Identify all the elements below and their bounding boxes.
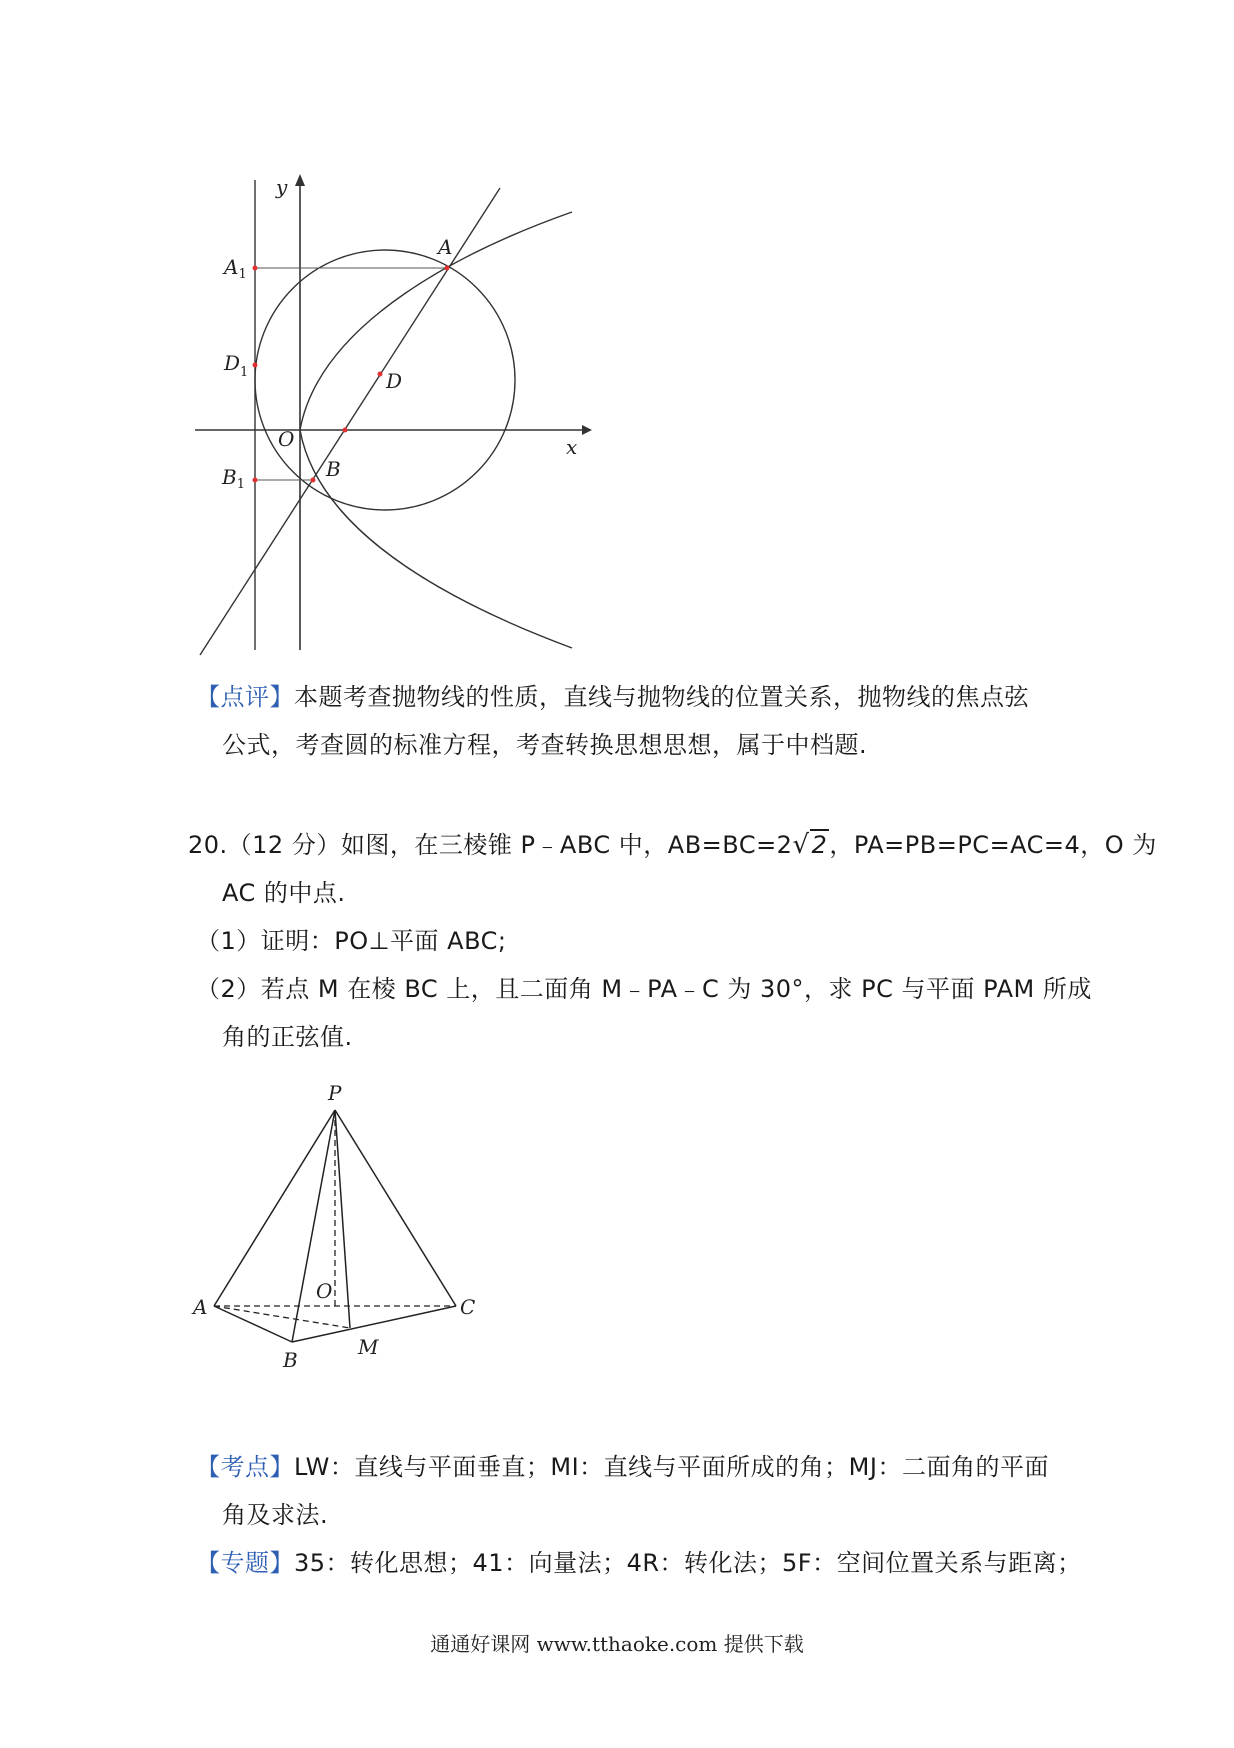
- page-footer: [0, 1628, 1234, 1657]
- question-2-text-2: 角的正弦值.: [222, 1023, 353, 1051]
- zhuanti-line-1: [196, 1546, 1082, 1580]
- review-text-2: 公式，考查圆的标准方程，考查转换思想思想，属于中档题.: [222, 731, 868, 759]
- label-M: M: [358, 1335, 379, 1359]
- point-B-mark: [311, 478, 316, 483]
- label-B: B: [326, 457, 341, 481]
- label-y: y: [276, 175, 288, 199]
- kaodian-line-1: [196, 1450, 1049, 1484]
- sqrt-value: 2: [811, 831, 828, 859]
- problem-20-stem: [188, 828, 1157, 862]
- label-A: A: [438, 235, 453, 259]
- label-x: x: [566, 435, 578, 459]
- pyramid-figure: [180, 1075, 490, 1385]
- question-1-text: （1）证明：PO⊥平面 ABC;: [196, 927, 507, 955]
- zhuanti-tag: 【专题】: [196, 1549, 294, 1577]
- kaodian-tag: 【考点】: [196, 1453, 294, 1481]
- label-O: O: [278, 427, 295, 451]
- review-text-1: 本题考查抛物线的性质，直线与抛物线的位置关系，抛物线的焦点弦: [294, 683, 1029, 711]
- problem-20-stem-part1: 20.（12 分）如图，在三棱锥 P﹣ABC 中，AB=BC=2: [188, 831, 793, 859]
- label-A1: $A_1$: [224, 255, 247, 282]
- edge-PM: [335, 1110, 350, 1328]
- point-F-mark: [343, 428, 348, 433]
- label-P: P: [328, 1081, 342, 1105]
- problem-20-stem-line2-text: AC 的中点.: [222, 879, 346, 907]
- label-B1: $B_1$: [222, 465, 245, 492]
- problem-20-stem-part2: ，PA=PB=PC=AC=4，O 为: [829, 831, 1157, 859]
- question-2-line-2: [222, 1020, 353, 1054]
- edge-PC: [335, 1110, 456, 1306]
- point-D-mark: [378, 372, 383, 377]
- review-tag: 【点评】: [196, 683, 294, 711]
- chord-line: [200, 188, 500, 655]
- review-line-2: [222, 728, 867, 762]
- kaodian-text-1: LW：直线与平面垂直；MI：直线与平面所成的角；MJ：二面角的平面: [294, 1453, 1049, 1481]
- kaodian-line-2: [222, 1498, 328, 1532]
- review-line-1: [196, 680, 1029, 714]
- label-B: B: [283, 1348, 298, 1372]
- kaodian-text-2: 角及求法.: [222, 1501, 329, 1529]
- footer-text: 通通好课网 www.tthaoke.com 提供下载: [430, 1632, 804, 1656]
- sqrt-symbol: √2: [792, 830, 828, 860]
- label-C: C: [460, 1295, 476, 1319]
- edge-AB: [214, 1306, 292, 1342]
- circle: [255, 250, 515, 510]
- point-D1-mark: [253, 363, 258, 368]
- x-axis-arrow: [582, 425, 592, 435]
- label-A: A: [193, 1295, 208, 1319]
- label-D: D: [386, 369, 403, 393]
- point-A1-mark: [253, 266, 258, 271]
- parabola-circle-figure: [190, 170, 600, 660]
- label-O: O: [316, 1279, 333, 1303]
- point-A-mark: [445, 266, 450, 271]
- point-B1-mark: [253, 478, 258, 483]
- question-2-text-1: （2）若点 M 在棱 BC 上，且二面角 M﹣PA﹣C 为 30°，求 PC 与平面 PAM 所成: [196, 975, 1092, 1003]
- question-1: [196, 924, 506, 958]
- y-axis-arrow: [295, 174, 305, 186]
- edge-AM-dashed: [214, 1306, 350, 1328]
- problem-20-stem-line2: [222, 876, 346, 910]
- zhuanti-text-1: 35：转化思想；41：向量法；4R：转化法；5F：空间位置关系与距离；: [294, 1549, 1082, 1577]
- question-2-line-1: [196, 972, 1092, 1006]
- label-D1: $D_1$: [224, 351, 249, 380]
